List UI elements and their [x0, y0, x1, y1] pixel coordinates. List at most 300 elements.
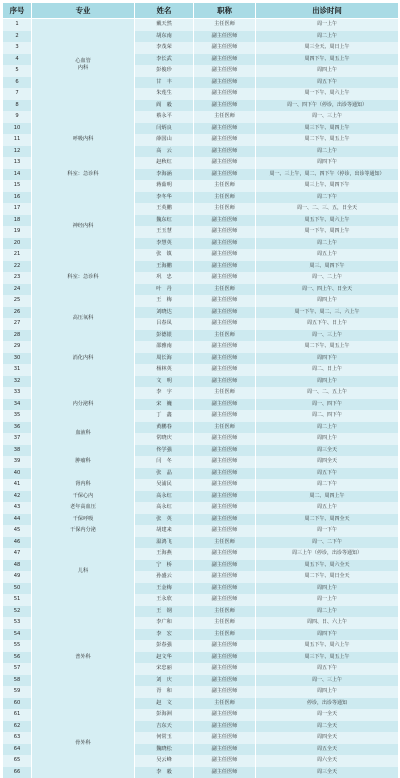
doctor-title: 副主任医师 [194, 399, 256, 411]
row-number: 9 [3, 111, 32, 123]
table-row [3, 479, 399, 491]
row-number: 7 [3, 88, 32, 100]
doctor-name: 彭俊珍 [135, 65, 194, 77]
row-number: 6 [3, 77, 32, 89]
row-number: 23 [3, 272, 32, 284]
row-number: 51 [3, 594, 32, 606]
doctor-title: 副主任医师 [194, 77, 256, 89]
row-number: 31 [3, 364, 32, 376]
doctor-title: 副主任医师 [194, 134, 256, 146]
doctor-title: 副主任医师 [194, 640, 256, 652]
clinic-time: 周三全天 [256, 767, 399, 778]
doctor-name: 彭春强 [135, 640, 194, 652]
doctor-title: 副主任医师 [194, 560, 256, 572]
header-dept: 专业 [32, 3, 135, 19]
doctor-title: 副主任医师 [194, 42, 256, 54]
clinic-time: 周二上午 [256, 146, 399, 158]
doctor-name: 宁 桥 [135, 560, 194, 572]
doctor-name: 胡建来 [135, 525, 194, 537]
clinic-time: 周二上午 [256, 422, 399, 434]
doctor-name: 闫 冬 [135, 456, 194, 468]
doctor-name: 刘晓达 [135, 307, 194, 319]
header-title: 职称 [194, 3, 256, 19]
table-row [3, 180, 399, 192]
table-row [3, 491, 399, 503]
doctor-name: 张 镇 [135, 249, 194, 261]
doctor-title: 副主任医师 [194, 31, 256, 43]
clinic-time: 周四下午 [256, 157, 399, 169]
doctor-title: 主任医师 [194, 180, 256, 192]
row-number: 36 [3, 422, 32, 434]
doctor-name: 薛国山 [135, 134, 194, 146]
row-number: 57 [3, 663, 32, 675]
row-number: 18 [3, 215, 32, 227]
row-number: 19 [3, 226, 32, 238]
row-number: 54 [3, 629, 32, 641]
clinic-time: 周一上午 [256, 19, 399, 31]
doctor-title: 主任医师 [194, 284, 256, 296]
row-number: 29 [3, 341, 32, 353]
clinic-time: 周一上午 [256, 594, 399, 606]
row-number: 53 [3, 617, 32, 629]
clinic-time: 周三下午、周四上午 [256, 123, 399, 135]
row-number: 66 [3, 767, 32, 778]
clinic-time: 周二下午、周五上午 [256, 134, 399, 146]
doctor-name: 周长海 [135, 353, 194, 365]
clinic-time: 周二全天 [256, 721, 399, 733]
doctor-name: 魏东红 [135, 215, 194, 227]
clinic-time: 周三上午、周四下午 [256, 180, 399, 192]
row-number: 3 [3, 42, 32, 54]
row-number: 17 [3, 203, 32, 215]
doctor-title: 副主任医师 [194, 721, 256, 733]
doctor-title: 副主任医师 [194, 123, 256, 135]
doctor-title: 副主任医师 [194, 548, 256, 560]
department-cell: 高压氧科 [32, 307, 135, 330]
doctor-name: 王玉慧 [135, 226, 194, 238]
row-number: 32 [3, 376, 32, 388]
header-time: 出诊时间 [256, 3, 399, 19]
doctor-name: 蔡永平 [135, 111, 194, 123]
doctor-name: 李慧英 [135, 238, 194, 250]
doctor-title: 主任医师 [194, 330, 256, 342]
clinic-time: 周一下午、周六上午 [256, 88, 399, 100]
doctor-title: 副主任医师 [194, 571, 256, 583]
doctor-name: 叶 丹 [135, 284, 194, 296]
row-number: 60 [3, 698, 32, 710]
table-row [3, 387, 399, 399]
clinic-time: 停诊，出诊等通知 [256, 698, 399, 710]
doctor-title: 主任医师 [194, 192, 256, 204]
doctor-name: 张 英 [135, 514, 194, 526]
clinic-time: 周一、二、三、五，日全天 [256, 203, 399, 215]
clinic-time: 周一、二、五上午 [256, 387, 399, 399]
doctor-name: 甘 丰 [135, 77, 194, 89]
table-row [3, 525, 399, 537]
clinic-time: 周二下午 [256, 192, 399, 204]
doctor-name: 宋 巍 [135, 399, 194, 411]
doctor-name: 何常玉 [135, 732, 194, 744]
doctor-title: 副主任医师 [194, 456, 256, 468]
doctor-title: 副主任医师 [194, 663, 256, 675]
row-number: 64 [3, 744, 32, 756]
row-number: 55 [3, 640, 32, 652]
clinic-time: 周三全天、周日上午 [256, 42, 399, 54]
row-number: 46 [3, 537, 32, 549]
table-row [3, 169, 399, 181]
doctor-name: 王英鹏 [135, 203, 194, 215]
clinic-time: 周四全天 [256, 456, 399, 468]
schedule-table [2, 2, 399, 778]
doctor-title: 主任医师 [194, 19, 256, 31]
table-row [3, 514, 399, 526]
department-cell: 科室：急诊科 [32, 272, 135, 284]
doctor-name: 戴天然 [135, 19, 194, 31]
doctor-title: 主任医师 [194, 111, 256, 123]
doctor-title: 副主任医师 [194, 249, 256, 261]
department-cell: 心血管 内科 [32, 19, 135, 112]
doctor-name: 赵文华 [135, 652, 194, 664]
clinic-time: 周五下午、日上午 [256, 318, 399, 330]
clinic-time: 周四上午 [256, 65, 399, 77]
clinic-time: 周五下午 [256, 77, 399, 89]
clinic-time: 周一、三上午，周二、四下午（停诊，出诊等通知） [256, 169, 399, 181]
clinic-time: 周五下午、周六全天 [256, 560, 399, 572]
clinic-time: 周四上午 [256, 376, 399, 388]
clinic-time: 周一、四下午（停诊，出诊等通知） [256, 100, 399, 112]
table-row [3, 111, 399, 123]
doctor-name: 李长武 [135, 54, 194, 66]
clinic-time: 周一、二上午 [256, 272, 399, 284]
doctor-name: 李茂荣 [135, 42, 194, 54]
doctor-title: 副主任医师 [194, 100, 256, 112]
doctor-name: 王 梅 [135, 295, 194, 307]
doctor-title: 副主任医师 [194, 364, 256, 376]
doctor-title: 主任医师 [194, 422, 256, 434]
clinic-time: 周四上午 [256, 686, 399, 698]
doctor-name: 魏晓松 [135, 744, 194, 756]
table-row [3, 330, 399, 342]
department-cell: 消化内科 [32, 330, 135, 388]
doctor-title: 副主任医师 [194, 491, 256, 503]
doctor-name: 赵 文 [135, 698, 194, 710]
doctor-title: 副主任医师 [194, 514, 256, 526]
row-number: 50 [3, 583, 32, 595]
doctor-title: 副主任医师 [194, 353, 256, 365]
doctor-title: 副主任医师 [194, 238, 256, 250]
department-cell: 科室：急诊科 [32, 169, 135, 181]
clinic-time: 周四、日、六上午 [256, 617, 399, 629]
table-row [3, 307, 399, 319]
clinic-time: 周一下午 [256, 525, 399, 537]
department-cell: 干保心内 [32, 491, 135, 503]
row-number: 40 [3, 468, 32, 480]
table-row [3, 709, 399, 721]
row-number: 35 [3, 410, 32, 422]
doctor-name: 邵雅南 [135, 341, 194, 353]
doctor-name: 吕春凤 [135, 318, 194, 330]
clinic-time: 周五下午 [256, 663, 399, 675]
clinic-time: 周二、四下午 [256, 410, 399, 422]
doctor-title: 副主任医师 [194, 272, 256, 284]
row-number: 58 [3, 675, 32, 687]
clinic-time: 周六全天 [256, 755, 399, 767]
doctor-name: 闫炳良 [135, 123, 194, 135]
doctor-title: 副主任医师 [194, 226, 256, 238]
doctor-name: 李 宏 [135, 629, 194, 641]
doctor-title: 副主任医师 [194, 583, 256, 595]
clinic-time: 周五下午 [256, 468, 399, 480]
doctor-title: 副主任医师 [194, 686, 256, 698]
doctor-name: 阎 毅 [135, 100, 194, 112]
department-cell: 老年高血压 [32, 502, 135, 514]
doctor-name: 胥 和 [135, 686, 194, 698]
clinic-time: 周二下午 [256, 479, 399, 491]
doctor-name: 李海涵 [135, 169, 194, 181]
row-number: 49 [3, 571, 32, 583]
department-cell: 神经内科 [32, 180, 135, 272]
row-number: 1 [3, 19, 32, 31]
clinic-time: 周三下午、周五上午 [256, 652, 399, 664]
clinic-time: 周四上午 [256, 433, 399, 445]
clinic-time: 周五全天 [256, 744, 399, 756]
clinic-time: 周二下午、周四全天 [256, 514, 399, 526]
row-number: 44 [3, 514, 32, 526]
row-number: 30 [3, 353, 32, 365]
doctor-name: 吴浦民 [135, 479, 194, 491]
clinic-time: 周一、三上午 [256, 111, 399, 123]
clinic-time: 周四上午 [256, 295, 399, 307]
department-cell: 干保呼吸 [32, 514, 135, 526]
row-number: 39 [3, 456, 32, 468]
doctor-title: 副主任医师 [194, 525, 256, 537]
doctor-title: 副主任医师 [194, 54, 256, 66]
table-body [3, 19, 399, 778]
department-cell: 干保内分泌 [32, 525, 135, 537]
doctor-name: 文 明 [135, 376, 194, 388]
doctor-title: 副主任医师 [194, 445, 256, 457]
doctor-name: 王海鹏 [135, 261, 194, 273]
doctor-name: 孙盛云 [135, 571, 194, 583]
clinic-time: 周四下午 [256, 629, 399, 641]
row-number: 52 [3, 606, 32, 618]
doctor-name: 蒋茹明 [135, 180, 194, 192]
doctor-title: 副主任医师 [194, 433, 256, 445]
row-number: 42 [3, 491, 32, 503]
row-number: 14 [3, 169, 32, 181]
doctor-title: 副主任医师 [194, 215, 256, 227]
doctor-title: 副主任医师 [194, 479, 256, 491]
doctor-title: 副主任医师 [194, 652, 256, 664]
doctor-name: 黄鹏春 [135, 422, 194, 434]
doctor-name: 胡东南 [135, 31, 194, 43]
row-number: 22 [3, 261, 32, 273]
clinic-time: 周三全天 [256, 445, 399, 457]
doctor-name: 李广和 [135, 617, 194, 629]
doctor-title: 副主任医师 [194, 767, 256, 778]
doctor-name: 李冬华 [135, 192, 194, 204]
department-cell: 呼吸内科 [32, 111, 135, 169]
doctor-name: 李 宇 [135, 387, 194, 399]
doctor-name: 宋忠丽 [135, 663, 194, 675]
clinic-time: 周二下午、周五上午 [256, 341, 399, 353]
row-number: 45 [3, 525, 32, 537]
department-cell: 肾内科 [32, 479, 135, 491]
doctor-name: 吉东天 [135, 721, 194, 733]
doctor-name: 王永欣 [135, 594, 194, 606]
table-row [3, 19, 399, 31]
clinic-time: 周一、四下午 [256, 399, 399, 411]
doctor-title: 副主任医师 [194, 318, 256, 330]
doctor-name: 高 云 [135, 146, 194, 158]
row-number: 65 [3, 755, 32, 767]
table-row [3, 606, 399, 618]
doctor-name: 杨林英 [135, 364, 194, 376]
doctor-name: 彭海洲 [135, 709, 194, 721]
doctor-title: 副主任医师 [194, 307, 256, 319]
doctor-title: 主任医师 [194, 203, 256, 215]
header-num: 序号 [3, 3, 32, 19]
clinic-time: 周一下午、周二、三、六上午 [256, 307, 399, 319]
row-number: 21 [3, 249, 32, 261]
department-cell: 骨外科 [32, 709, 135, 778]
header-name: 姓名 [135, 3, 194, 19]
department-cell: 血液科 [32, 422, 135, 445]
clinic-time: 周一下午、周四上午 [256, 226, 399, 238]
doctor-name: 张 晶 [135, 468, 194, 480]
clinic-time: 周五下午、周六上午 [256, 640, 399, 652]
doctor-name: 佟学强 [135, 445, 194, 457]
doctor-name: 李 毅 [135, 767, 194, 778]
clinic-time: 周二下午、周日全天 [256, 571, 399, 583]
row-number: 26 [3, 307, 32, 319]
doctor-name: 温鸿飞 [135, 537, 194, 549]
clinic-time: 周四上午 [256, 583, 399, 595]
department-cell: 普外科 [32, 606, 135, 710]
row-number: 15 [3, 180, 32, 192]
doctor-name: 常晓庆 [135, 433, 194, 445]
table-row [3, 502, 399, 514]
department-cell: 内分泌科 [32, 387, 135, 422]
clinic-time: 周二、日上午 [256, 364, 399, 376]
doctor-title: 主任医师 [194, 617, 256, 629]
clinic-time: 周二上午 [256, 31, 399, 43]
row-number: 37 [3, 433, 32, 445]
doctor-name: 高永红 [135, 491, 194, 503]
row-number: 59 [3, 686, 32, 698]
row-number: 24 [3, 284, 32, 296]
doctor-name: 王 钢 [135, 606, 194, 618]
doctor-title: 副主任医师 [194, 468, 256, 480]
doctor-title: 副主任医师 [194, 341, 256, 353]
clinic-time: 周一、四上午、日全天 [256, 284, 399, 296]
row-number: 27 [3, 318, 32, 330]
clinic-time: 周三上午（停诊，出诊等通知） [256, 548, 399, 560]
row-number: 56 [3, 652, 32, 664]
clinic-time: 周三、周四下午 [256, 261, 399, 273]
doctor-name: 彭德银 [135, 330, 194, 342]
clinic-time: 周二上午 [256, 238, 399, 250]
clinic-time: 周五上午 [256, 249, 399, 261]
doctor-title: 副主任医师 [194, 261, 256, 273]
doctor-title: 副主任医师 [194, 65, 256, 77]
table-row [3, 272, 399, 284]
doctor-title: 副主任医师 [194, 157, 256, 169]
doctor-title: 副主任医师 [194, 295, 256, 307]
row-number: 13 [3, 157, 32, 169]
row-number: 47 [3, 548, 32, 560]
table-row [3, 445, 399, 457]
row-number: 11 [3, 134, 32, 146]
doctor-title: 副主任医师 [194, 502, 256, 514]
row-number: 62 [3, 721, 32, 733]
doctor-title: 副主任医师 [194, 376, 256, 388]
header-row [3, 3, 399, 19]
doctor-title: 副主任医师 [194, 169, 256, 181]
clinic-time: 周二上午 [256, 606, 399, 618]
clinic-time: 周一全天 [256, 709, 399, 721]
doctor-name: 丁 鑫 [135, 410, 194, 422]
row-number: 33 [3, 387, 32, 399]
row-number: 8 [3, 100, 32, 112]
table-row [3, 422, 399, 434]
doctor-title: 主任医师 [194, 698, 256, 710]
department-cell: 儿科 [32, 537, 135, 606]
doctor-name: 巩 忠 [135, 272, 194, 284]
doctor-title: 副主任医师 [194, 88, 256, 100]
doctor-title: 主任医师 [194, 537, 256, 549]
doctor-name: 王金梅 [135, 583, 194, 595]
doctor-name: 刘 庆 [135, 675, 194, 687]
row-number: 41 [3, 479, 32, 491]
clinic-time: 周五上午 [256, 502, 399, 514]
row-number: 16 [3, 192, 32, 204]
table-row [3, 284, 399, 296]
doctor-name: 赵秋红 [135, 157, 194, 169]
clinic-time: 周五下午、周六上午 [256, 215, 399, 227]
doctor-name: 吴云峰 [135, 755, 194, 767]
doctor-title: 主任医师 [194, 606, 256, 618]
doctor-title: 副主任医师 [194, 744, 256, 756]
row-number: 38 [3, 445, 32, 457]
clinic-time: 周四下午 [256, 353, 399, 365]
clinic-time: 周四下午、周五上午 [256, 54, 399, 66]
doctor-name: 高永红 [135, 502, 194, 514]
doctor-title: 副主任医师 [194, 709, 256, 721]
row-number: 34 [3, 399, 32, 411]
doctor-title: 主任医师 [194, 387, 256, 399]
doctor-title: 副主任医师 [194, 755, 256, 767]
doctor-title: 副主任医师 [194, 732, 256, 744]
row-number: 28 [3, 330, 32, 342]
row-number: 10 [3, 123, 32, 135]
clinic-time: 周一、二下午 [256, 537, 399, 549]
doctor-title: 副主任医师 [194, 146, 256, 158]
doctor-title: 副主任医师 [194, 410, 256, 422]
row-number: 12 [3, 146, 32, 158]
doctor-title: 主任医师 [194, 629, 256, 641]
row-number: 48 [3, 560, 32, 572]
doctor-title: 副主任医师 [194, 594, 256, 606]
doctor-name: 王海燕 [135, 548, 194, 560]
table-row [3, 537, 399, 549]
doctor-name: 朱莲生 [135, 88, 194, 100]
doctor-title: 副主任医师 [194, 675, 256, 687]
row-number: 4 [3, 54, 32, 66]
row-number: 2 [3, 31, 32, 43]
row-number: 61 [3, 709, 32, 721]
row-number: 63 [3, 732, 32, 744]
